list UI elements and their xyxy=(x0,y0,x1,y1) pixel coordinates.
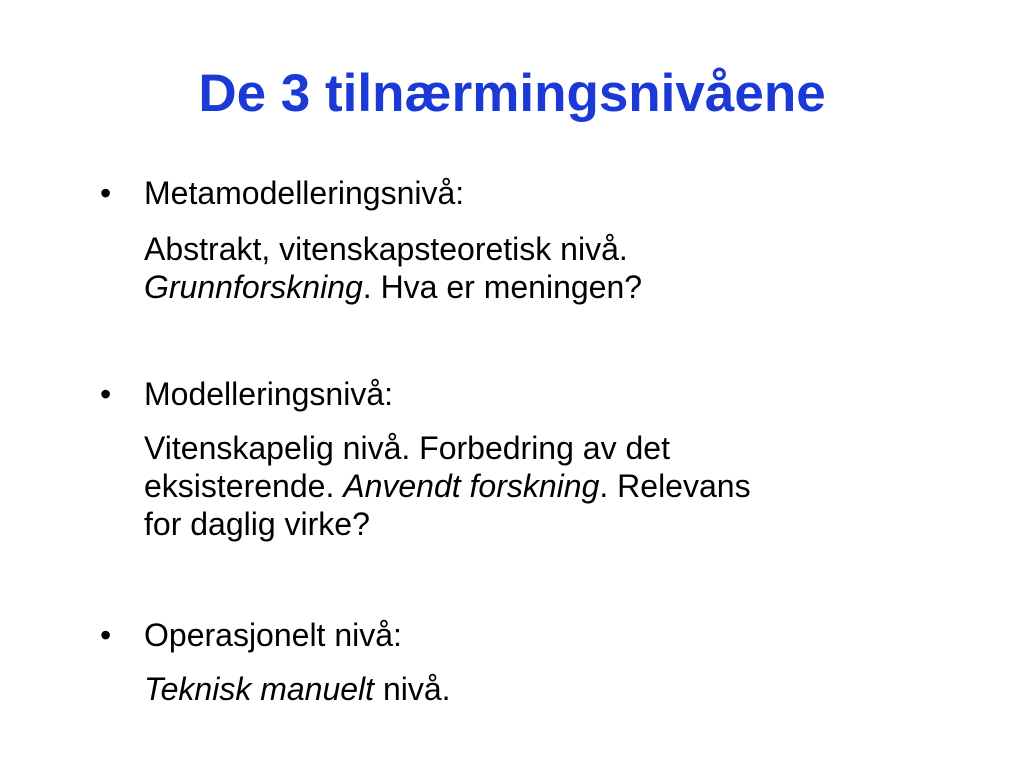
bullet-glyph: • xyxy=(100,376,112,412)
description-line xyxy=(144,268,642,306)
bullet-description xyxy=(144,230,642,306)
description-text: eksisterende. xyxy=(144,468,344,504)
bullet-heading: Modelleringsnivå: xyxy=(144,376,394,412)
bullet-heading: Metamodelleringsnivå: xyxy=(144,175,465,211)
slide-title: De 3 tilnærmingsnivåene xyxy=(198,64,826,123)
description-line: for daglig virke? xyxy=(144,506,370,542)
emphasis-text: Teknisk manuelt xyxy=(144,671,375,707)
bullet-description xyxy=(144,670,451,708)
bullet-description xyxy=(144,429,751,543)
emphasis-text: Grunnforskning xyxy=(144,269,363,305)
description-text: nivå. xyxy=(374,671,451,707)
bullet-glyph: • xyxy=(100,617,112,653)
description-line: Vitenskapelig nivå. Forbedring av det xyxy=(144,430,670,466)
bullet-glyph: • xyxy=(100,175,112,211)
description-text: . Relevans xyxy=(599,468,751,504)
description-line xyxy=(144,467,751,505)
description-text: . Hva er meningen? xyxy=(362,269,643,305)
description-line: Abstrakt, vitenskapsteoretisk nivå. xyxy=(144,231,628,267)
emphasis-text: Anvendt forskning xyxy=(343,468,600,504)
bullet-heading: Operasjonelt nivå: xyxy=(144,617,402,653)
description-line xyxy=(144,670,451,708)
